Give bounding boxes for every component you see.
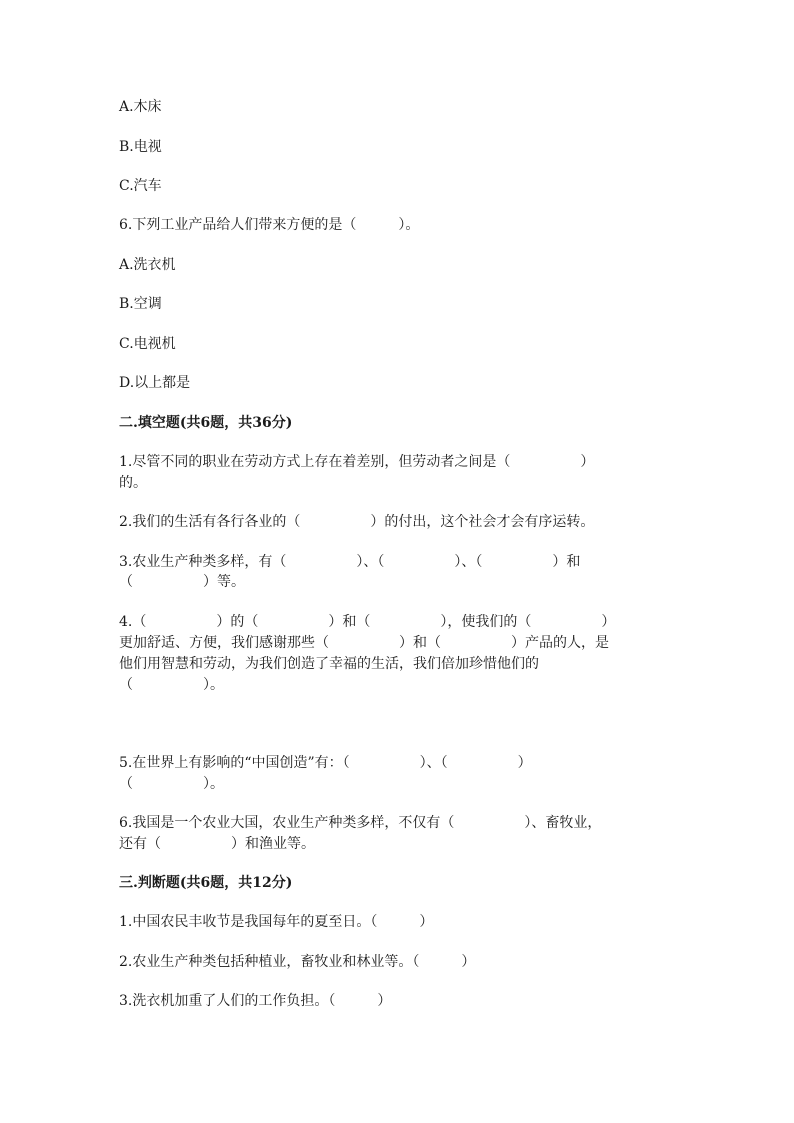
option-c-car: C.汽车 — [119, 178, 162, 194]
fill-question-5-line-2: （ ）。 — [119, 776, 224, 792]
fill-question-6-line-2: 还有（ ）和渔业等。 — [119, 836, 315, 852]
fill-question-2: 2.我们的生活有各行各业的（ ）的付出，这个社会才会有序运转。 — [119, 514, 595, 530]
judge-question-2: 2.农业生产种类包括种植业，畜牧业和林业等。（ ） — [119, 954, 476, 970]
option-b-tv: B.电视 — [119, 139, 162, 155]
option-a-washing-machine: A.洗衣机 — [119, 257, 176, 273]
section-heading-true-false: 三.判断题(共6题，共12分) — [119, 875, 293, 891]
option-c-tv-set: C.电视机 — [119, 336, 176, 352]
option-a-wooden-bed: A.木床 — [119, 99, 162, 115]
fill-question-4-line-2: 更加舒适、方便，我们感谢那些（ ）和（ ）产品的人，是 — [119, 635, 609, 651]
fill-question-4-line-3: 他们用智慧和劳动，为我们创造了幸福的生活，我们倍加珍惜他们的 — [119, 656, 539, 672]
judge-question-3: 3.洗衣机加重了人们的工作负担。（ ） — [119, 993, 392, 1009]
fill-question-4-line-4: （ ）。 — [119, 677, 224, 693]
fill-question-4-line-1: 4.（ ）的（ ）和（ ），使我们的（ ） — [119, 614, 616, 630]
section-heading-fill-in: 二.填空题(共6题，共36分) — [119, 415, 293, 431]
fill-question-3-line-2: （ ）等。 — [119, 574, 245, 590]
question-6-choice: 6.下列工业产品给人们带来方便的是（ ）。 — [119, 217, 420, 233]
fill-question-1-line-2: 的。 — [119, 475, 147, 491]
fill-question-3-line-1: 3.农业生产种类多样，有（ ）、（ ）、（ ）和 — [119, 554, 581, 570]
fill-question-1-line-1: 1.尽管不同的职业在劳动方式上存在着差别，但劳动者之间是（ ） — [119, 454, 595, 470]
fill-question-5-line-1: 5.在世界上有影响的“中国创造”有：（ ）、（ ） — [119, 755, 532, 771]
judge-question-1: 1.中国农民丰收节是我国每年的夏至日。（ ） — [119, 914, 434, 930]
option-d-all: D.以上都是 — [119, 375, 191, 391]
fill-question-6-line-1: 6.我国是一个农业大国，农业生产种类多样，不仅有（ ）、畜牧业， — [119, 815, 602, 831]
option-b-air-conditioner: B.空调 — [119, 296, 162, 312]
